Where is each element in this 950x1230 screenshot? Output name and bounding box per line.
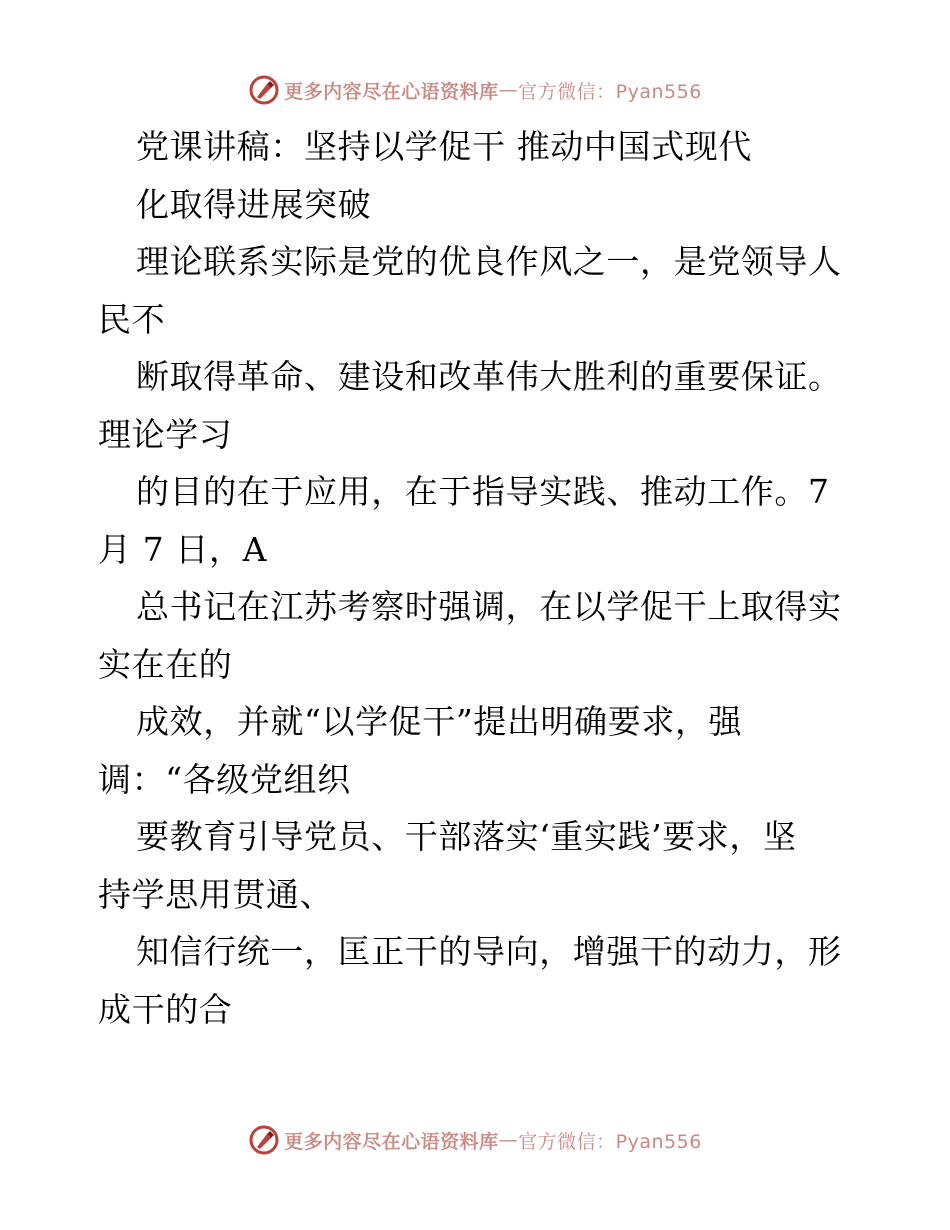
- paragraph-line: 知信行统一，匡正干的导向，增强干的动力，形: [136, 932, 842, 971]
- paragraph-line: 调：“各级党组织: [98, 759, 351, 799]
- header-watermark: [0, 70, 950, 110]
- pen-nib-circle-icon: [248, 1124, 280, 1156]
- paragraph-line: 持学思用贯通、: [98, 874, 334, 914]
- paragraph-line: 月 7 日，A: [98, 529, 268, 569]
- watermark-dash: —: [498, 79, 519, 101]
- pen-nib-circle-icon: [248, 74, 280, 106]
- watermark-contact: 官方微信：Pyan556: [518, 80, 702, 103]
- watermark-text: 更多内容尽在心语资料库: [284, 1130, 499, 1153]
- watermark-contact: 官方微信：Pyan556: [518, 1130, 702, 1153]
- watermark-dash: —: [498, 1129, 519, 1151]
- watermark-text: 更多内容尽在心语资料库: [284, 80, 499, 103]
- paragraph-line: 的目的在于应用，在于指导实践、推动工作。7: [136, 472, 830, 511]
- paragraph-line: 断取得革命、建设和改革伟大胜利的重要保证。: [136, 357, 842, 396]
- paragraph-line: 民不: [98, 299, 166, 339]
- title-line-2: 化取得进展突破: [136, 184, 372, 224]
- footer-watermark: [0, 1120, 950, 1160]
- paragraph-line: 理论联系实际是党的优良作风之一，是党领导人: [136, 242, 842, 281]
- paragraph-line: 理论学习: [98, 414, 233, 454]
- document-body: [98, 118, 858, 1038]
- paragraph-line: 要教育引导党员、干部落实‘重实践’要求，坚: [136, 817, 797, 856]
- paragraph-line: 成干的合: [98, 989, 233, 1029]
- paragraph-line: 成效，并就“以学促干”提出明确要求，强: [136, 702, 743, 741]
- paragraph-line: 总书记在江苏考察时强调，在以学促干上取得实: [136, 587, 842, 626]
- title-line-1: 党课讲稿：坚持以学促干 推动中国式现代: [136, 127, 752, 166]
- paragraph-line: 实在在的: [98, 644, 233, 684]
